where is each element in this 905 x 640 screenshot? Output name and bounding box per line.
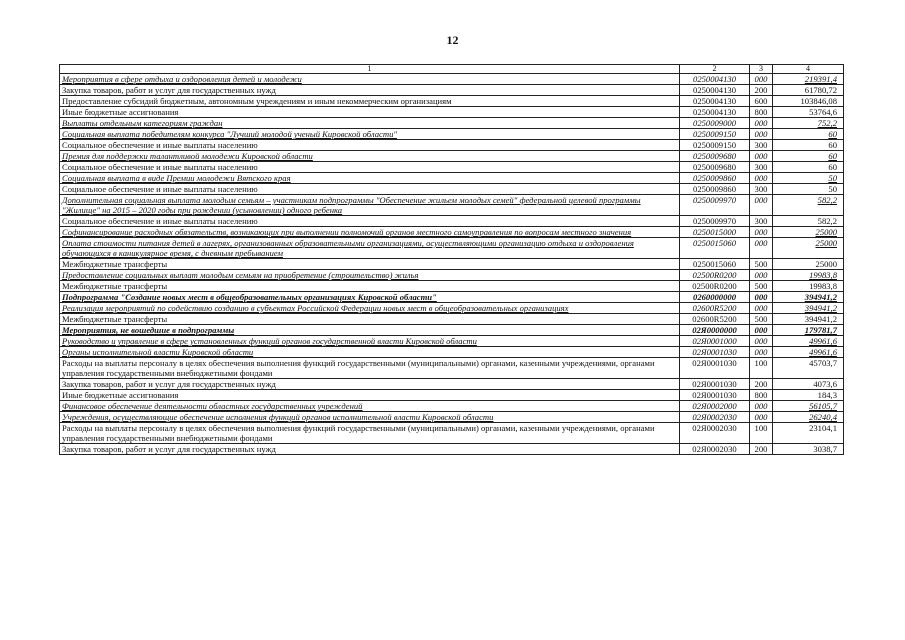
row-expense-type-cell: 300: [750, 140, 773, 151]
row-name-cell: Предоставление субсидий бюджетным, автономным учреждениям и иным некоммерческим организациям: [60, 96, 680, 107]
table-row: [60, 358, 844, 379]
row-expense-type-cell: 000: [750, 227, 773, 238]
row-code-cell: 0250004130: [680, 96, 750, 107]
table-row: [60, 118, 844, 129]
row-code-cell: 0250009000: [680, 118, 750, 129]
row-code-cell: 0250009860: [680, 173, 750, 184]
row-name-cell: Софинансирование расходных обязательств, возникающих при выполнении полномочий органов местного самоуправления по вопросам местного значения: [60, 227, 680, 238]
row-expense-type-cell: 000: [750, 412, 773, 423]
row-amount-cell: 103846,08: [773, 96, 844, 107]
column-header-expense-type: 3: [750, 65, 773, 74]
row-amount-cell: 49961,6: [773, 347, 844, 358]
row-name-cell: Социальное обеспечение и иные выплаты населению: [60, 184, 680, 195]
column-header-amount: 4: [773, 65, 844, 74]
table-row: [60, 401, 844, 412]
table-row: [60, 444, 844, 455]
row-code-cell: 02Я0001030: [680, 358, 750, 379]
row-name-cell: Выплаты отдельным категориям граждан: [60, 118, 680, 129]
row-amount-cell: 60: [773, 151, 844, 162]
table-header-row: [60, 65, 844, 74]
row-amount-cell: 45703,7: [773, 358, 844, 379]
row-expense-type-cell: 000: [750, 401, 773, 412]
row-expense-type-cell: 200: [750, 444, 773, 455]
table-row: [60, 347, 844, 358]
row-code-cell: 02Я0002000: [680, 401, 750, 412]
row-name-cell: Социальное обеспечение и иные выплаты населению: [60, 216, 680, 227]
row-code-cell: 0250015060: [680, 238, 750, 259]
row-amount-cell: 19983,8: [773, 270, 844, 281]
row-expense-type-cell: 100: [750, 423, 773, 444]
row-expense-type-cell: 000: [750, 292, 773, 303]
row-code-cell: 0250009680: [680, 151, 750, 162]
row-expense-type-cell: 000: [750, 151, 773, 162]
table-row: [60, 423, 844, 444]
row-name-cell: Мероприятия в сфере отдыха и оздоровления детей и молодежи: [60, 74, 680, 85]
row-amount-cell: 25000: [773, 259, 844, 270]
table-row: [60, 292, 844, 303]
row-name-cell: Расходы на выплаты персоналу в целях обеспечения выполнения функций государственными (муниципальными) органами, казенными учреждениями, органами управления государственными внебюджетными фондами: [60, 423, 680, 444]
row-code-cell: 02Я0001030: [680, 379, 750, 390]
budget-table: [59, 64, 844, 455]
row-code-cell: 0250004130: [680, 107, 750, 118]
row-code-cell: 0250015060: [680, 259, 750, 270]
row-amount-cell: 25000: [773, 227, 844, 238]
row-expense-type-cell: 800: [750, 107, 773, 118]
table-row: [60, 140, 844, 151]
table-row: [60, 303, 844, 314]
row-expense-type-cell: 500: [750, 314, 773, 325]
row-code-cell: 02Я0002030: [680, 423, 750, 444]
row-name-cell: Руководство и управление в сфере установленных функций органов государственной власти Кировской области: [60, 336, 680, 347]
row-name-cell: Межбюджетные трансферты: [60, 281, 680, 292]
table-row: [60, 379, 844, 390]
row-amount-cell: 61780,72: [773, 85, 844, 96]
row-code-cell: 02Я0001030: [680, 347, 750, 358]
row-code-cell: 0250015000: [680, 227, 750, 238]
table-row: [60, 184, 844, 195]
row-expense-type-cell: 000: [750, 129, 773, 140]
row-code-cell: 0250009860: [680, 184, 750, 195]
table-row: [60, 238, 844, 259]
row-expense-type-cell: 000: [750, 195, 773, 216]
row-amount-cell: 184,3: [773, 390, 844, 401]
row-amount-cell: 582,2: [773, 216, 844, 227]
column-header-code: 2: [680, 65, 750, 74]
row-name-cell: Иные бюджетные ассигнования: [60, 390, 680, 401]
row-expense-type-cell: 000: [750, 347, 773, 358]
row-expense-type-cell: 000: [750, 270, 773, 281]
row-name-cell: Премия для поддержки талантливой молодежи Кировской области: [60, 151, 680, 162]
row-name-cell: Закупка товаров, работ и услуг для государственных нужд: [60, 444, 680, 455]
row-expense-type-cell: 100: [750, 358, 773, 379]
row-code-cell: 0250009680: [680, 162, 750, 173]
table-row: [60, 270, 844, 281]
row-name-cell: Межбюджетные трансферты: [60, 259, 680, 270]
table-row: [60, 129, 844, 140]
table-row: [60, 412, 844, 423]
table-row: [60, 74, 844, 85]
row-expense-type-cell: 800: [750, 390, 773, 401]
row-name-cell: Социальное обеспечение и иные выплаты населению: [60, 162, 680, 173]
row-expense-type-cell: 600: [750, 96, 773, 107]
row-expense-type-cell: 000: [750, 118, 773, 129]
table-row: [60, 173, 844, 184]
table-row: [60, 162, 844, 173]
row-name-cell: Расходы на выплаты персоналу в целях обеспечения выполнения функций государственными (муниципальными) органами, казенными учреждениями, органами управления государственными внебюджетными фондами: [60, 358, 680, 379]
table-row: [60, 314, 844, 325]
row-amount-cell: 60: [773, 129, 844, 140]
row-code-cell: 0250009150: [680, 140, 750, 151]
row-expense-type-cell: 000: [750, 238, 773, 259]
row-name-cell: Финансовое обеспечение деятельности областных государственных учреждений: [60, 401, 680, 412]
row-amount-cell: 179781,7: [773, 325, 844, 336]
row-code-cell: 0250009150: [680, 129, 750, 140]
row-amount-cell: 56105,7: [773, 401, 844, 412]
row-name-cell: Учреждения, осуществляющие обеспечение исполнения функций органов исполнительной власти Кировской области: [60, 412, 680, 423]
row-code-cell: 0250004130: [680, 85, 750, 96]
row-amount-cell: 219391,4: [773, 74, 844, 85]
row-expense-type-cell: 300: [750, 216, 773, 227]
table-row: [60, 325, 844, 336]
row-amount-cell: 25000: [773, 238, 844, 259]
table-row: [60, 195, 844, 216]
table-row: [60, 281, 844, 292]
row-amount-cell: 50: [773, 173, 844, 184]
row-name-cell: Мероприятия, не вошедшие в подпрограммы: [60, 325, 680, 336]
row-amount-cell: 3038,7: [773, 444, 844, 455]
row-name-cell: Оплата стоимости питания детей в лагерях, организованных образовательными организациями, осуществляющими организацию отдыха и оздоровления обучающихся в каникулярное время, с дневным пребыванием: [60, 238, 680, 259]
row-amount-cell: 53764,6: [773, 107, 844, 118]
row-code-cell: 0250004130: [680, 74, 750, 85]
row-expense-type-cell: 000: [750, 173, 773, 184]
page-number: 12: [446, 33, 459, 47]
row-expense-type-cell: 300: [750, 162, 773, 173]
row-code-cell: 0250009970: [680, 195, 750, 216]
table-row: [60, 96, 844, 107]
row-expense-type-cell: 000: [750, 303, 773, 314]
row-code-cell: 02Я0002030: [680, 412, 750, 423]
table-row: [60, 151, 844, 162]
row-code-cell: 02500R0200: [680, 281, 750, 292]
row-expense-type-cell: 200: [750, 379, 773, 390]
row-expense-type-cell: 000: [750, 74, 773, 85]
row-name-cell: Межбюджетные трансферты: [60, 314, 680, 325]
row-amount-cell: 4073,6: [773, 379, 844, 390]
row-code-cell: 0250009970: [680, 216, 750, 227]
row-amount-cell: 19983,8: [773, 281, 844, 292]
row-amount-cell: 394941,2: [773, 314, 844, 325]
row-expense-type-cell: 200: [750, 85, 773, 96]
row-amount-cell: 582,2: [773, 195, 844, 216]
row-amount-cell: 49961,6: [773, 336, 844, 347]
row-name-cell: Дополнительная социальная выплата молодым семьям – участникам подпрограммы "Обеспечение жильем молодых семей" федеральной целевой программы "Жилище" на 2015 – 2020 годы при рождении (усыновлении) одного ребенка: [60, 195, 680, 216]
row-amount-cell: 23104,1: [773, 423, 844, 444]
table-row: [60, 390, 844, 401]
row-name-cell: Социальное обеспечение и иные выплаты населению: [60, 140, 680, 151]
row-expense-type-cell: 500: [750, 259, 773, 270]
row-expense-type-cell: 000: [750, 325, 773, 336]
row-name-cell: Подпрограмма "Создание новых мест в общеобразовательных организациях Кировской области": [60, 292, 680, 303]
row-name-cell: Иные бюджетные ассигнования: [60, 107, 680, 118]
row-amount-cell: 60: [773, 140, 844, 151]
column-header-name: 1: [60, 65, 680, 74]
row-expense-type-cell: 300: [750, 184, 773, 195]
row-expense-type-cell: 500: [750, 281, 773, 292]
table-row: [60, 227, 844, 238]
row-code-cell: 0260000000: [680, 292, 750, 303]
row-amount-cell: 50: [773, 184, 844, 195]
row-amount-cell: 60: [773, 162, 844, 173]
table-row: [60, 85, 844, 96]
row-code-cell: 02Я0002030: [680, 444, 750, 455]
row-name-cell: Предоставление социальных выплат молодым семьям на приобретение (строительство) жилья: [60, 270, 680, 281]
table-row: [60, 336, 844, 347]
table-row: [60, 259, 844, 270]
row-amount-cell: 394941,2: [773, 303, 844, 314]
row-name-cell: Социальная выплата в виде Премии молодежи Вятского края: [60, 173, 680, 184]
row-name-cell: Органы исполнительной власти Кировской области: [60, 347, 680, 358]
row-expense-type-cell: 000: [750, 336, 773, 347]
row-code-cell: 02Я0001000: [680, 336, 750, 347]
row-code-cell: 02600R5200: [680, 314, 750, 325]
row-amount-cell: 394941,2: [773, 292, 844, 303]
row-amount-cell: 26240,4: [773, 412, 844, 423]
row-amount-cell: 752,2: [773, 118, 844, 129]
row-name-cell: Закупка товаров, работ и услуг для государственных нужд: [60, 379, 680, 390]
row-name-cell: Социальная выплата победителям конкурса "Лучший молодой ученый Кировской области": [60, 129, 680, 140]
row-code-cell: 02500R0200: [680, 270, 750, 281]
row-code-cell: 02Я0000000: [680, 325, 750, 336]
row-name-cell: Закупка товаров, работ и услуг для государственных нужд: [60, 85, 680, 96]
row-code-cell: 02600R5200: [680, 303, 750, 314]
row-name-cell: Реализация мероприятий по содействию созданию в субъектах Российской Федерации новых мест в общеобразовательных организациях: [60, 303, 680, 314]
row-code-cell: 02Я0001030: [680, 390, 750, 401]
table-row: [60, 216, 844, 227]
table-row: [60, 107, 844, 118]
